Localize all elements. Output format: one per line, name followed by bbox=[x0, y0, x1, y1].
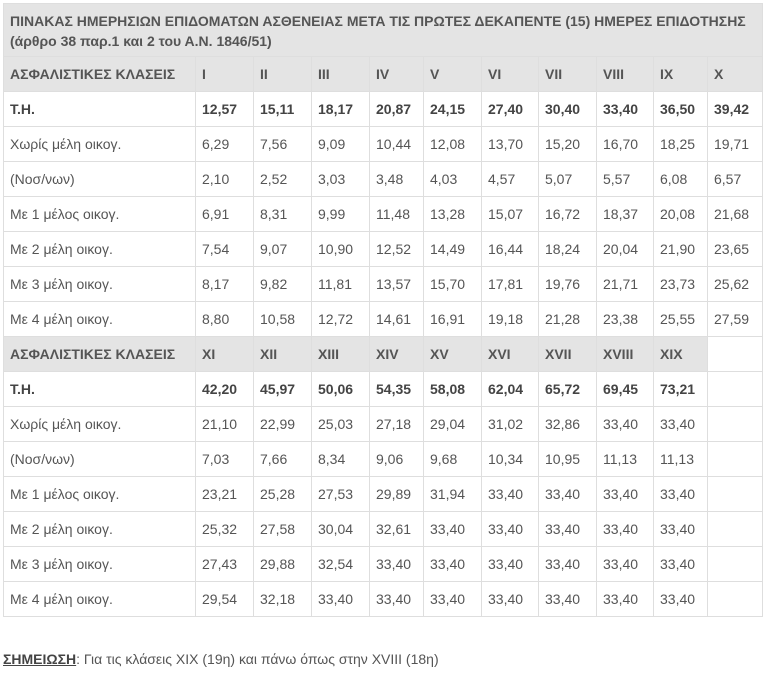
class-header-cell: XV bbox=[424, 337, 482, 372]
value-cell: 19,18 bbox=[482, 302, 539, 337]
class-header-cell: VII bbox=[539, 57, 597, 92]
value-cell: 7,54 bbox=[196, 232, 254, 267]
value-cell: 33,40 bbox=[482, 477, 539, 512]
value-cell: 14,61 bbox=[370, 302, 424, 337]
value-cell: 33,40 bbox=[597, 92, 654, 127]
value-cell: 12,08 bbox=[424, 127, 482, 162]
row-label: (Νοσ/νων) bbox=[4, 162, 196, 197]
value-cell: 10,34 bbox=[482, 442, 539, 477]
value-cell: 10,58 bbox=[254, 302, 312, 337]
value-cell: 33,40 bbox=[597, 407, 654, 442]
value-cell: 15,20 bbox=[539, 127, 597, 162]
value-cell: 5,07 bbox=[539, 162, 597, 197]
value-cell: 29,04 bbox=[424, 407, 482, 442]
footnote-text: : Για τις κλάσεις XIX (19η) και πάνω όπως στην XVIII (18η) bbox=[76, 651, 439, 667]
table-row bbox=[4, 232, 763, 267]
value-cell: 32,61 bbox=[370, 512, 424, 547]
value-cell: 5,57 bbox=[597, 162, 654, 197]
value-cell: 27,43 bbox=[196, 547, 254, 582]
value-cell: 23,21 bbox=[196, 477, 254, 512]
class-header-cell: XIII bbox=[312, 337, 370, 372]
value-cell: 9,82 bbox=[254, 267, 312, 302]
row-label: Με 4 μέλη οικογ. bbox=[4, 582, 196, 617]
value-cell: 33,40 bbox=[597, 547, 654, 582]
class-header-cell: XVI bbox=[482, 337, 539, 372]
value-cell: 12,57 bbox=[196, 92, 254, 127]
value-cell: 36,50 bbox=[654, 92, 708, 127]
value-cell: 2,52 bbox=[254, 162, 312, 197]
value-cell: 8,80 bbox=[196, 302, 254, 337]
class-header-cell: XVII bbox=[539, 337, 597, 372]
value-cell: 29,54 bbox=[196, 582, 254, 617]
value-cell: 58,08 bbox=[424, 372, 482, 407]
value-cell: 19,76 bbox=[539, 267, 597, 302]
class-header-cell: XVIII bbox=[597, 337, 654, 372]
value-cell bbox=[708, 512, 763, 547]
value-cell: 11,48 bbox=[370, 197, 424, 232]
value-cell: 20,87 bbox=[370, 92, 424, 127]
value-cell: 33,40 bbox=[539, 582, 597, 617]
value-cell: 8,34 bbox=[312, 442, 370, 477]
value-cell: 33,40 bbox=[597, 512, 654, 547]
table-row bbox=[4, 407, 763, 442]
value-cell: 42,20 bbox=[196, 372, 254, 407]
value-cell: 27,58 bbox=[254, 512, 312, 547]
row-label: Με 2 μέλη οικογ. bbox=[4, 512, 196, 547]
value-cell: 54,35 bbox=[370, 372, 424, 407]
value-cell: 50,06 bbox=[312, 372, 370, 407]
value-cell: 6,08 bbox=[654, 162, 708, 197]
value-cell: 16,70 bbox=[597, 127, 654, 162]
value-cell bbox=[708, 372, 763, 407]
class-header-cell: XIX bbox=[654, 337, 708, 372]
title-subtitle: (άρθρο 38 παρ.1 και 2 του Α.Ν. 1846/51) bbox=[10, 33, 272, 49]
value-cell: 11,13 bbox=[597, 442, 654, 477]
value-cell: 21,10 bbox=[196, 407, 254, 442]
value-cell: 8,31 bbox=[254, 197, 312, 232]
value-cell: 33,40 bbox=[539, 547, 597, 582]
value-cell: 33,40 bbox=[654, 582, 708, 617]
value-cell: 45,97 bbox=[254, 372, 312, 407]
value-cell: 17,81 bbox=[482, 267, 539, 302]
value-cell: 33,40 bbox=[597, 477, 654, 512]
value-cell: 9,99 bbox=[312, 197, 370, 232]
class-header-cell: VIII bbox=[597, 57, 654, 92]
value-cell bbox=[708, 582, 763, 617]
class-header-cell: X bbox=[708, 57, 763, 92]
value-cell bbox=[708, 477, 763, 512]
value-cell: 33,40 bbox=[654, 547, 708, 582]
value-cell bbox=[708, 547, 763, 582]
value-cell: 22,99 bbox=[254, 407, 312, 442]
table-row bbox=[4, 582, 763, 617]
value-cell: 27,59 bbox=[708, 302, 763, 337]
value-cell: 33,40 bbox=[424, 582, 482, 617]
value-cell: 14,49 bbox=[424, 232, 482, 267]
value-cell: 18,17 bbox=[312, 92, 370, 127]
row-label: Με 3 μέλη οικογ. bbox=[4, 267, 196, 302]
value-cell: 15,70 bbox=[424, 267, 482, 302]
value-cell: 16,91 bbox=[424, 302, 482, 337]
benefits-table bbox=[3, 3, 763, 617]
value-cell: 11,13 bbox=[654, 442, 708, 477]
value-cell: 10,44 bbox=[370, 127, 424, 162]
value-cell: 27,18 bbox=[370, 407, 424, 442]
value-cell: 18,37 bbox=[597, 197, 654, 232]
value-cell: 33,40 bbox=[482, 547, 539, 582]
value-cell: 33,40 bbox=[482, 582, 539, 617]
value-cell: 2,10 bbox=[196, 162, 254, 197]
class-header-row bbox=[4, 337, 763, 372]
value-cell: 30,40 bbox=[539, 92, 597, 127]
value-cell: 23,65 bbox=[708, 232, 763, 267]
value-cell: 10,90 bbox=[312, 232, 370, 267]
value-cell: 33,40 bbox=[370, 547, 424, 582]
value-cell: 25,03 bbox=[312, 407, 370, 442]
value-cell bbox=[708, 442, 763, 477]
value-cell: 33,40 bbox=[654, 407, 708, 442]
value-cell: 7,03 bbox=[196, 442, 254, 477]
value-cell: 12,52 bbox=[370, 232, 424, 267]
class-header-cell: I bbox=[196, 57, 254, 92]
value-cell: 7,66 bbox=[254, 442, 312, 477]
table-row bbox=[4, 267, 763, 302]
value-cell: 27,40 bbox=[482, 92, 539, 127]
value-cell: 33,40 bbox=[424, 547, 482, 582]
value-cell: 65,72 bbox=[539, 372, 597, 407]
value-cell: 4,03 bbox=[424, 162, 482, 197]
value-cell: 20,08 bbox=[654, 197, 708, 232]
value-cell: 12,72 bbox=[312, 302, 370, 337]
row-label: Με 2 μέλη οικογ. bbox=[4, 232, 196, 267]
value-cell: 19,71 bbox=[708, 127, 763, 162]
value-cell: 6,29 bbox=[196, 127, 254, 162]
class-header-label: ΑΣΦΑΛΙΣΤΙΚΕΣ ΚΛΑΣΕΙΣ bbox=[4, 337, 196, 372]
table-row bbox=[4, 512, 763, 547]
class-header-cell: XIV bbox=[370, 337, 424, 372]
value-cell: 25,32 bbox=[196, 512, 254, 547]
value-cell: 21,28 bbox=[539, 302, 597, 337]
table-row bbox=[4, 127, 763, 162]
row-label: Με 1 μέλος οικογ. bbox=[4, 477, 196, 512]
title-main: ΠΙΝΑΚΑΣ ΗΜΕΡΗΣΙΩΝ ΕΠΙΔΟΜΑΤΩΝ ΑΣΘΕΝΕΙΑΣ ΜΕΤΑ ΤΙΣ ΠΡΩΤΕΣ ΔΕΚΑΠΕΝΤΕ (15) ΗΜΕΡΕΣ ΕΠΙΔΟΤΗΣΗΣ bbox=[10, 13, 746, 29]
class-header-label: ΑΣΦΑΛΙΣΤΙΚΕΣ ΚΛΑΣΕΙΣ bbox=[4, 57, 196, 92]
value-cell: 4,57 bbox=[482, 162, 539, 197]
table-row bbox=[4, 372, 763, 407]
value-cell: 13,57 bbox=[370, 267, 424, 302]
class-header-cell: XI bbox=[196, 337, 254, 372]
value-cell: 30,04 bbox=[312, 512, 370, 547]
class-header-cell: V bbox=[424, 57, 482, 92]
value-cell: 20,04 bbox=[597, 232, 654, 267]
value-cell: 3,48 bbox=[370, 162, 424, 197]
value-cell: 25,28 bbox=[254, 477, 312, 512]
row-label: Με 1 μέλος οικογ. bbox=[4, 197, 196, 232]
value-cell: 25,55 bbox=[654, 302, 708, 337]
value-cell: 11,81 bbox=[312, 267, 370, 302]
value-cell: 21,68 bbox=[708, 197, 763, 232]
value-cell: 9,09 bbox=[312, 127, 370, 162]
value-cell: 21,90 bbox=[654, 232, 708, 267]
class-header-cell bbox=[708, 337, 763, 372]
row-label: Χωρίς μέλη οικογ. bbox=[4, 407, 196, 442]
value-cell: 10,95 bbox=[539, 442, 597, 477]
value-cell: 33,40 bbox=[312, 582, 370, 617]
table-row bbox=[4, 92, 763, 127]
value-cell: 18,25 bbox=[654, 127, 708, 162]
row-label: Με 4 μέλη οικογ. bbox=[4, 302, 196, 337]
value-cell: 9,68 bbox=[424, 442, 482, 477]
class-header-cell: IV bbox=[370, 57, 424, 92]
value-cell: 15,11 bbox=[254, 92, 312, 127]
table-row bbox=[4, 442, 763, 477]
value-cell: 6,57 bbox=[708, 162, 763, 197]
value-cell: 16,72 bbox=[539, 197, 597, 232]
value-cell: 24,15 bbox=[424, 92, 482, 127]
value-cell: 33,40 bbox=[539, 477, 597, 512]
class-header-cell: II bbox=[254, 57, 312, 92]
value-cell: 33,40 bbox=[424, 512, 482, 547]
value-cell: 69,45 bbox=[597, 372, 654, 407]
value-cell: 39,42 bbox=[708, 92, 763, 127]
footnote-label: ΣΗΜΕΙΩΣΗ bbox=[3, 651, 77, 667]
value-cell: 16,44 bbox=[482, 232, 539, 267]
row-label: Με 3 μέλη οικογ. bbox=[4, 547, 196, 582]
value-cell: 33,40 bbox=[654, 477, 708, 512]
value-cell: 31,94 bbox=[424, 477, 482, 512]
value-cell: 9,07 bbox=[254, 232, 312, 267]
value-cell: 25,62 bbox=[708, 267, 763, 302]
value-cell: 15,07 bbox=[482, 197, 539, 232]
class-header-row bbox=[4, 57, 763, 92]
value-cell bbox=[708, 407, 763, 442]
class-header-cell: III bbox=[312, 57, 370, 92]
value-cell: 9,06 bbox=[370, 442, 424, 477]
value-cell: 29,89 bbox=[370, 477, 424, 512]
value-cell: 33,40 bbox=[482, 512, 539, 547]
class-header-cell: IX bbox=[654, 57, 708, 92]
value-cell: 73,21 bbox=[654, 372, 708, 407]
value-cell: 21,71 bbox=[597, 267, 654, 302]
value-cell: 32,18 bbox=[254, 582, 312, 617]
value-cell: 31,02 bbox=[482, 407, 539, 442]
value-cell: 62,04 bbox=[482, 372, 539, 407]
value-cell: 3,03 bbox=[312, 162, 370, 197]
class-header-cell: XII bbox=[254, 337, 312, 372]
row-label: Τ.Η. bbox=[4, 372, 196, 407]
value-cell: 13,28 bbox=[424, 197, 482, 232]
table-row bbox=[4, 162, 763, 197]
table-row bbox=[4, 547, 763, 582]
benefits-table-container bbox=[3, 3, 762, 617]
row-label: Τ.Η. bbox=[4, 92, 196, 127]
value-cell: 27,53 bbox=[312, 477, 370, 512]
class-header-cell: VI bbox=[482, 57, 539, 92]
value-cell: 6,91 bbox=[196, 197, 254, 232]
value-cell: 8,17 bbox=[196, 267, 254, 302]
value-cell: 33,40 bbox=[597, 582, 654, 617]
table-row bbox=[4, 197, 763, 232]
title-row bbox=[4, 4, 763, 57]
value-cell: 32,86 bbox=[539, 407, 597, 442]
row-label: Χωρίς μέλη οικογ. bbox=[4, 127, 196, 162]
value-cell: 33,40 bbox=[654, 512, 708, 547]
value-cell: 33,40 bbox=[539, 512, 597, 547]
value-cell: 32,54 bbox=[312, 547, 370, 582]
value-cell: 29,88 bbox=[254, 547, 312, 582]
value-cell: 23,38 bbox=[597, 302, 654, 337]
value-cell: 7,56 bbox=[254, 127, 312, 162]
table-row bbox=[4, 477, 763, 512]
footnote bbox=[3, 651, 439, 667]
value-cell: 23,73 bbox=[654, 267, 708, 302]
value-cell: 18,24 bbox=[539, 232, 597, 267]
row-label: (Νοσ/νων) bbox=[4, 442, 196, 477]
value-cell: 33,40 bbox=[370, 582, 424, 617]
table-title bbox=[4, 4, 763, 57]
table-row bbox=[4, 302, 763, 337]
value-cell: 13,70 bbox=[482, 127, 539, 162]
